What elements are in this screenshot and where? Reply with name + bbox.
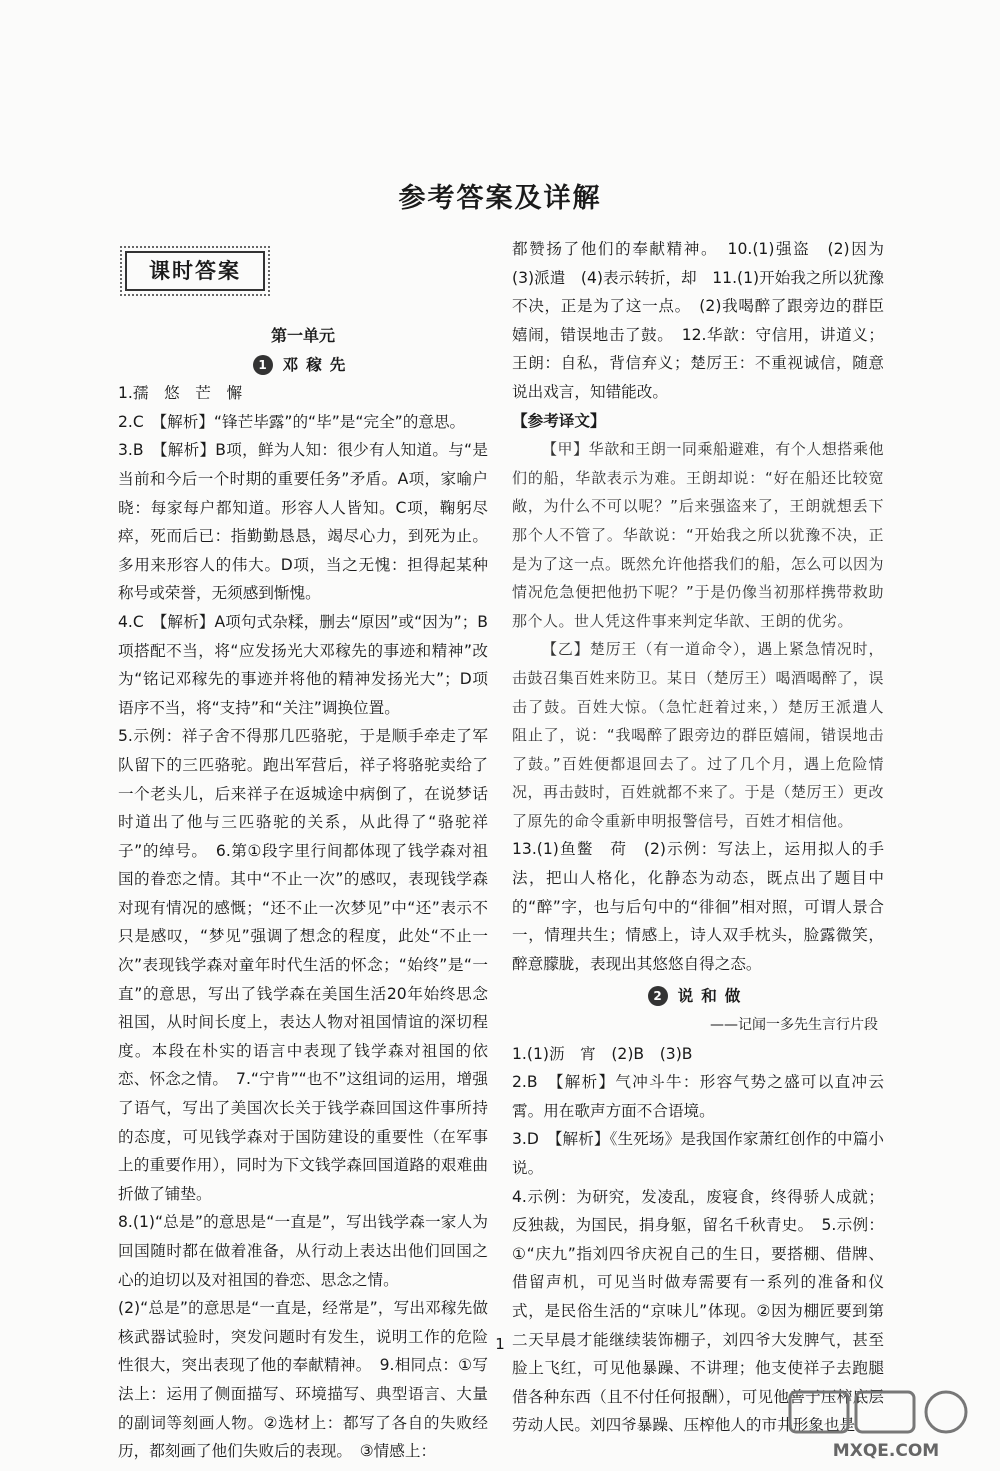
- answer-paragraph: 都赞扬了他们的奉献精神。 10.(1)强盗 (2)因为 (3)派遣 (4)表示转折，却 11.(1)开始我之所以犹豫不决，正是为了这一点。 (2)我喝醉了跟旁边的群臣嬉闹，错误地击了鼓。 12.华歆：守信用，讲道义；王朗：自私，背信弃义；楚厉王：不重视诚信，随意说出戏言，知错能改。: [512, 240, 900, 401]
- answer-paragraph: 4.C 【解析】A项句式杂糅，删去“原因”或“因为”；B项搭配不当，将“应发扬光大邓稼先的事迹和精神”改为“铭记邓稼先的事迹并将他的精神发扬光大”；D项语序不当，将“支持”和“关注”调换位置。: [118, 612, 488, 717]
- watermark-box-icon: [856, 1392, 914, 1432]
- watermark-url: MXQE.COM: [832, 1441, 940, 1461]
- lesson-title: 说和做: [677, 987, 749, 1006]
- section-badge-label: 课时答案: [125, 251, 265, 291]
- answer-paragraph: 1.孺 悠 芒 懈: [118, 384, 243, 403]
- page-number: 1: [495, 1335, 505, 1353]
- answer-paragraph: 5.示例：祥子舍不得那几匹骆驼，于是顺手牵走了军队留下的三匹骆驼。跑出军营后，祥子将骆驼卖给了一个老头儿，后来祥子在返城途中病倒了，在说梦话时道出了他与三匹骆驼的关系，从此得了“骆驼祥子”的绰号。 6.第①段字里行间都体现了钱学森对祖国的眷恋之情。其中“不止一次”的感叹，表现钱学森对现有情况的感慨；“还不止一次梦见”中“还”表示不只是感叹，“梦见”强调了想念的程度，此处“不止一次”表现钱学森对童年时代生活的怀念；“始终”是“一直”的意思，写出了钱学森在美国生活20年始终思念祖国，从时间长度上，表达人物对祖国情谊的深切程度。本段在朴实的语言中表现了钱学森对祖国的依恋、怀念之情。 7.“宁肯”“也不”这组词的运用，增强了语气，写出了美国次长关于钱学森回国这件事所持的态度，可见钱学森对于国防建设的重要性（在军事上的重要作用），同时为下文钱学森回国道路的艰难曲折做了铺垫。: [118, 727, 488, 1203]
- answer-paragraph: 3.B 【解析】B项，鲜为人知：很少有人知道。与“是当前和今后一个时期的重要任务”矛盾。A项，家喻户晓：每家每户都知道。形容人人皆知。C项，鞠躬尽瘁，死而后已：指勤勤恳恳，竭尽心力，到死为止。多用来形容人的伟大。D项，当之无愧：担得起某种称号或荣誉，无须感到惭愧。: [118, 441, 488, 603]
- lesson-title: 邓稼先: [282, 355, 354, 374]
- reference-translation-label: 【参考译文】: [512, 411, 606, 430]
- watermark-logo: [786, 1388, 986, 1464]
- answer-paragraph: 13.(1)鱼鳖 荷 (2)示例：写法上，运用拟人的手法，把山人格化，化静态为动态，既点出了题目中的“醉”字，也与后句中的“徘徊”相对照，可谓人景合一，情理共生；情感上，诗人双手枕头，脸露微笑，醉意朦胧，表现出其悠悠自得之态。: [512, 840, 884, 973]
- answer-paragraph: 4.示例：为研究，发凌乱，废寝食，终得骄人成就；反独裁，为国民，捐身躯，留名千秋青史。 5.示例：①“庆九”指刘四爷庆祝自己的生日，要搭棚、借牌、借留声机，可见当时做寿需要有一系列的准备和仪式，是民俗生活的“京味儿”体现。②因为棚匠要到第二天早晨才能继续装饰棚子，刘四爷大发脾气，甚至脸上飞红，可见他暴躁、不讲理；他支使祥子去跑腿借各种东西（且不付任何报酬），可见他善于压榨底层劳动人民。刘四爷暴躁、压榨他人的市井形象也是: [512, 1187, 884, 1435]
- watermark-circle-icon: [926, 1392, 966, 1432]
- answer-paragraph: 2.C 【解析】“锋芒毕露”的“毕”是“完全”的意思。: [118, 412, 466, 431]
- answer-paragraph: 8.(1)“总是”的意思是“一直是”，写出钱学森一家人为回国随时都在做着准备，从行动上表达出他们回国之心的迫切以及对祖国的眷恋、思念之情。: [118, 1213, 488, 1289]
- unit-heading: 第一单元: [270, 326, 335, 345]
- translation-paragraph: 【乙】楚厉王（有一道命令），遇上紧急情况时，击鼓召集百姓来防卫。某日（楚厉王）喝酒喝醉了，误击了鼓。百姓大惊。（急忙赶着过来，）楚厉王派遣人阻止了，说：“我喝醉了跟旁边的群臣嬉闹，错误地击了鼓。”百姓便都退回去了。过了几个月，遇上危险情况，再击鼓时，百姓就都不来了。于是（楚厉王）更改了原先的命令重新申明报警信号，百姓才相信他。: [512, 640, 885, 830]
- page-title: 参考答案及详解: [398, 183, 602, 214]
- left-column: [118, 246, 488, 1466]
- answer-paragraph: 3.D 【解析】《生死场》是我国作家萧红创作的中篇小说。: [512, 1130, 884, 1177]
- right-column: [512, 235, 900, 1440]
- lesson-number-badge: 2: [648, 986, 668, 1006]
- translation-paragraph: 【甲】华歆和王朗一同乘船避难，有个人想搭乘他们的船，华歆表示为难。王朗却说：“好在船还比较宽敞，为什么不可以呢？”后来强盗来了，王朗就想丢下那个人不管了。华歆说：“开始我之所以犹豫不决，正是为了这一点。既然允许他搭我们的船，怎么可以因为情况危急便把他扔下呢？”于是仍像当初那样携带救助那个人。世人凭这件事来判定华歆、王朗的优劣。: [512, 440, 885, 630]
- section-badge: [120, 246, 270, 296]
- answer-paragraph: 1.(1)沥 宵 (2)B (3)B: [512, 1044, 693, 1063]
- watermark-box-icon: [790, 1392, 848, 1432]
- lesson-heading: [118, 351, 488, 380]
- answer-paragraph: (2)“总是”的意思是“一直是，经常是”，写出邓稼先做核武器试验时，突发问题时有发生，说明工作的危险性很大，突出表现了他的奉献精神。 9.相同点：①写法上：运用了侧面描写、环境描写、典型语言、大量的副词等刻画人物。②选材上：都写了各自的失败经历，都刻画了他们失败后的表现。 ③情感上：: [118, 1299, 488, 1461]
- lesson-number-badge: 1: [253, 355, 273, 375]
- lesson-subtitle: ——记闻一多先生言行片段: [710, 1017, 878, 1034]
- lesson-heading: [512, 982, 884, 1011]
- answer-paragraph: 2.B 【解析】气冲斗牛：形容气势之盛可以直冲云霄。用在歌声方面不合语境。: [512, 1073, 884, 1120]
